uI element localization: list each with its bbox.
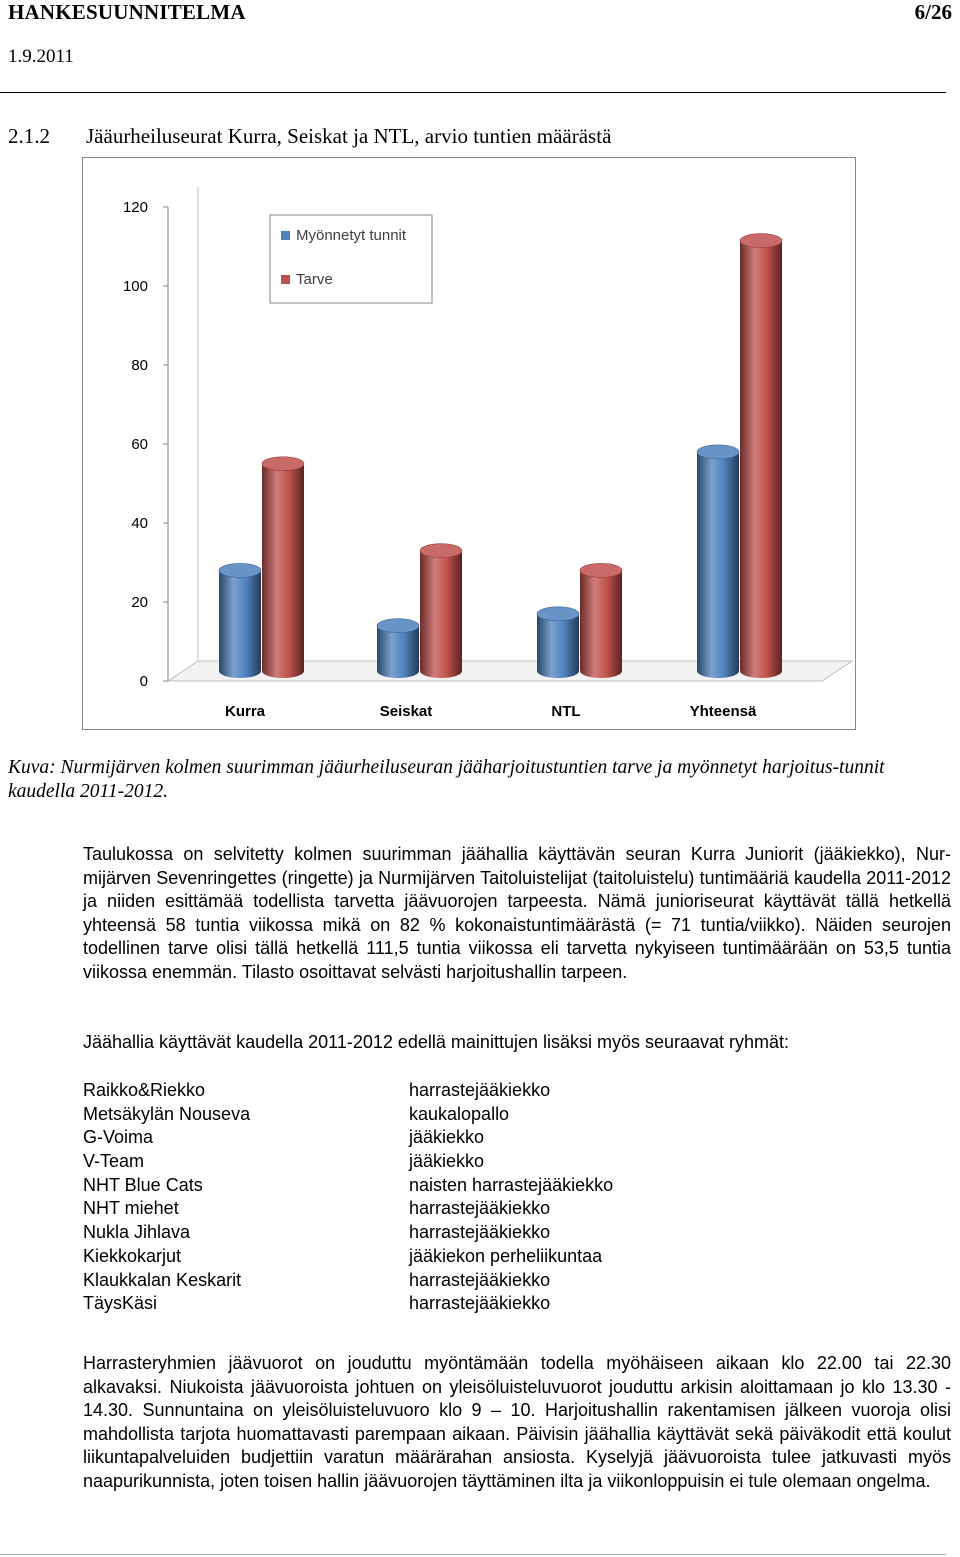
y-tick-label: 60 <box>131 436 148 453</box>
legend-swatch <box>281 275 290 284</box>
bar-ntl-tarve <box>580 563 622 678</box>
bar-yhteensä-myonnetyt <box>697 445 739 678</box>
paragraph-hours-analysis: Taulukossa on selvitetty kolmen suurimman jäähallia käyttävän seuran Kurra Juniorit (jääkiekko), Nur-mijärven Sevenringettes (ringette) ja Nurmijärven Taitoluistelijat (taitoluistelu) tuntimääriä kaudella 2011-2012 ja niiden esittämää todellista tarvetta jäävuorojen tarpeesta. Nämä junioriseurat käyttävät tällä hetkellä yhteensä 58 tuntia viikossa mikä on 82 % kokonaistuntimäärästä (= 71 tuntia/viikko). Näiden seurojen todellinen tarve olisi tällä hetkellä 111,5 tuntia viikossa eli tarvetta nykyiseen tuntimäärään on 53,5 tuntia viikossa enemmän. Tilasto osoittavat selvästi harjoitushallin tarpeen. <box>83 844 951 982</box>
legend-label: Tarve <box>296 271 333 288</box>
footer-divider <box>0 1554 946 1555</box>
bar-ntl-myonnetyt <box>537 607 579 678</box>
legend-swatch <box>281 231 290 240</box>
bar-top <box>537 607 579 621</box>
x-category-label: Seiskat <box>379 703 433 720</box>
bar-top <box>219 563 261 577</box>
group-sport: harrastejääkiekko <box>409 1269 551 1290</box>
group-name: Kiekkokarjut <box>83 1245 182 1266</box>
bar-body <box>740 241 782 678</box>
legend-label: Myönnetyt tunnit <box>296 227 407 244</box>
bar-body <box>420 551 462 678</box>
y-tick-label: 100 <box>122 278 148 295</box>
group-name: Klaukkalan Keskarit <box>83 1269 242 1290</box>
figure-caption: Kuva: Nurmijärven kolmen suurimman jääurheiluseuran jääharjoitustuntien tarve ja myönnetyt harjoitus-tunnit kaudella 2011-2012. <box>8 757 885 802</box>
group-sport: naisten harrastejääkiekko <box>409 1174 614 1195</box>
bar-yhteensä-tarve <box>740 234 782 678</box>
group-name: TäysKäsi <box>83 1293 158 1314</box>
bar-kurra-myonnetyt <box>219 563 261 678</box>
document-title: HANKESUUNNITELMA <box>8 0 246 24</box>
paragraph-ice-times: Harrasteryhmien jäävuorot on jouduttu myöntämään todella myöhäiseen aikaan klo 22.00 tai 22.30 alkavaksi. Niukoista jäävuoroista johtuen on yleisöluisteluvuorot jouduttu arkisin aloittamaan jo klo 13.30 - 14.30. Sunnuntaina on yleisöluisteluvuoro klo 9 – 10. Harjoitushallin rakentamisen jälkeen vuoroja olisi mahdollista tarjota huomattavasti parempaan aikaan. Päivisin jäähallia käyttävät sekä päiväkodit että koulut liikuntapalveluiden budjettiin varatun määrärahan ansiosta. Kyselyjä jäävuoroista tulee jatkuvasti myös naapurikunnista, joten toisen hallin jäävuorojen täyttäminen ilta ja viikonloppuisin ei tule olemaan ongelma. <box>83 1353 951 1491</box>
group-name: Nukla Jihlava <box>83 1222 191 1243</box>
group-sport: jääkiekko <box>409 1127 485 1148</box>
y-axis <box>123 199 168 690</box>
group-sport: harrastejääkiekko <box>409 1222 551 1243</box>
bar-body <box>377 626 419 678</box>
bar-top <box>580 563 622 577</box>
bar-seiskat-myonnetyt <box>377 619 419 678</box>
bar-body <box>537 614 579 678</box>
group-sport: jääkiekko <box>409 1151 485 1172</box>
document-date: 1.9.2011 <box>8 46 74 67</box>
group-name: Raikko&Riekko <box>83 1080 206 1100</box>
section-number: 2.1.2 <box>8 124 50 148</box>
group-name: NHT Blue Cats <box>83 1174 203 1195</box>
group-sport: harrastejääkiekko <box>409 1080 551 1100</box>
x-category-label: Kurra <box>224 703 266 720</box>
group-name: G-Voima <box>83 1127 154 1148</box>
chart-legend <box>270 215 432 303</box>
section-title: Jääurheiluseurat Kurra, Seiskat ja NTL, arvio tuntien määrästä <box>86 124 612 148</box>
x-category-label: Yhteensä <box>689 703 757 720</box>
group-name: V-Team <box>83 1151 145 1172</box>
bar-body <box>580 570 622 678</box>
y-tick-label: 40 <box>131 515 148 532</box>
bar-seiskat-tarve <box>420 544 462 678</box>
y-tick-label: 0 <box>139 673 148 690</box>
bar-body <box>262 464 304 678</box>
group-sport: kaukalopallo <box>409 1103 510 1124</box>
header-divider <box>0 92 946 93</box>
group-sport: harrastejääkiekko <box>409 1293 551 1314</box>
group-sport: jääkiekon perheliikuntaa <box>409 1245 603 1266</box>
y-tick-label: 80 <box>131 357 148 374</box>
group-name: NHT miehet <box>83 1198 179 1219</box>
bar-top <box>377 619 419 633</box>
page-number: 6/26 <box>914 0 952 24</box>
bar-kurra-tarve <box>262 457 304 678</box>
bar-top <box>420 544 462 558</box>
bar-top <box>697 445 739 459</box>
paragraph-groups-intro: Jäähallia käyttävät kaudella 2011-2012 edellä mainittujen lisäksi myös seuraavat ryhmät: <box>83 1032 790 1052</box>
group-name: Metsäkylän Nouseva <box>83 1103 251 1124</box>
bar-chart <box>82 157 856 730</box>
bar-body <box>697 452 739 678</box>
bar-top <box>740 234 782 248</box>
bar-top <box>262 457 304 471</box>
section-heading <box>8 124 611 149</box>
x-category-label: NTL <box>551 703 581 720</box>
x-axis <box>225 703 757 720</box>
group-sport: harrastejääkiekko <box>409 1198 551 1219</box>
bar-body <box>219 570 261 678</box>
y-tick-label: 120 <box>122 199 148 216</box>
y-tick-label: 20 <box>131 594 148 611</box>
